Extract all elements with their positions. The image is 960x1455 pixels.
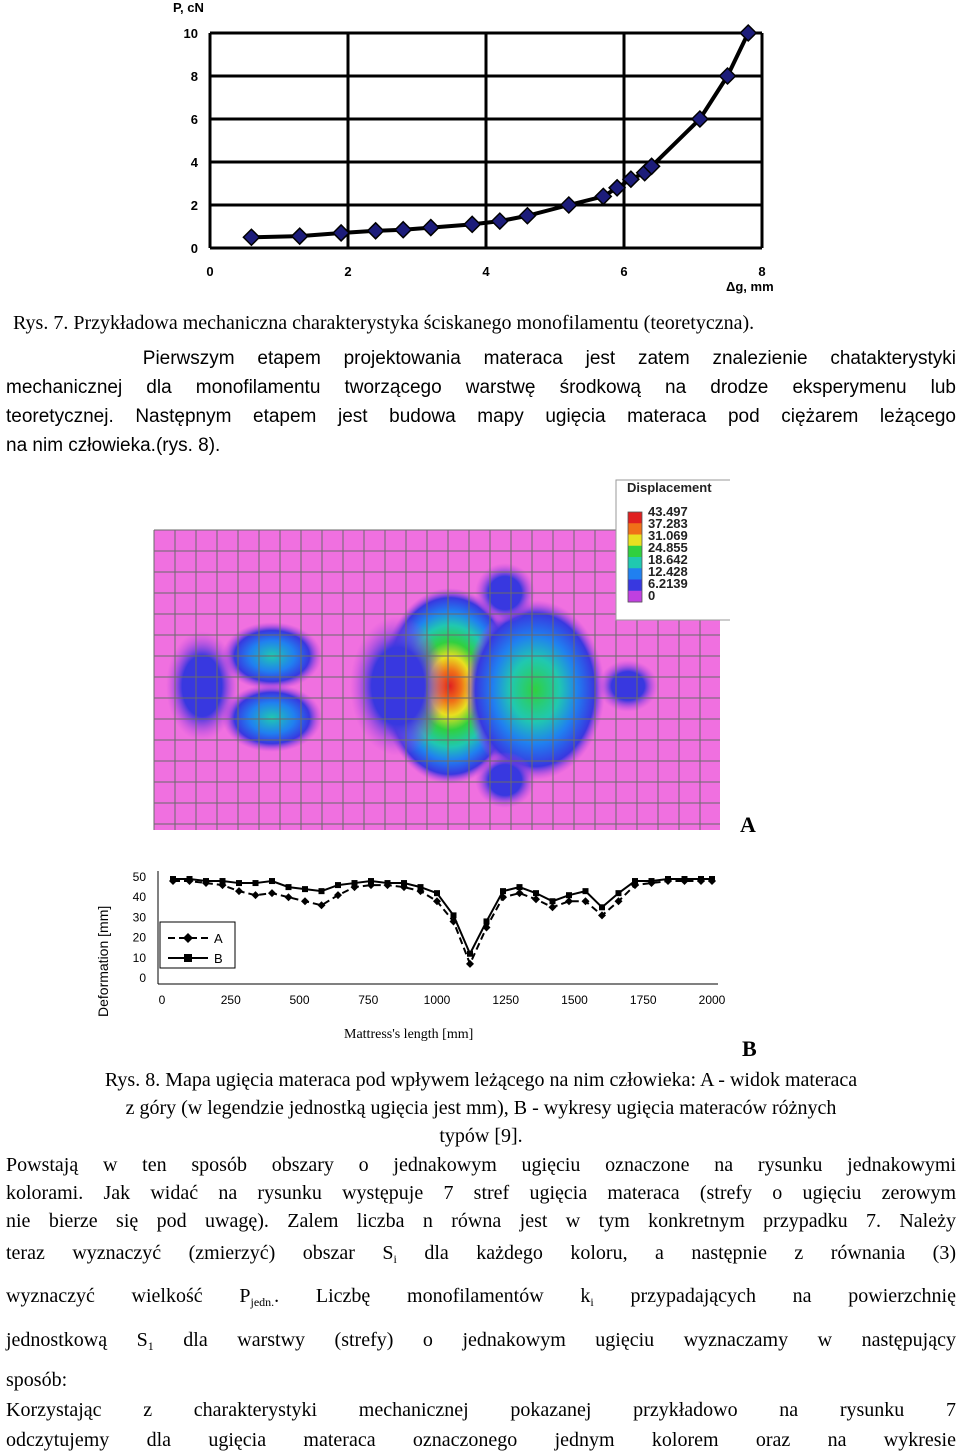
fig8b-point-B — [434, 890, 440, 896]
panel-letter-b: B — [742, 1036, 757, 1061]
fig8b-x-tick-label: 1500 — [561, 993, 588, 1007]
legend-color-bar — [628, 512, 642, 603]
zone-right-tip — [598, 660, 658, 712]
fig8b-point-B — [286, 884, 292, 890]
fig8b-point-B — [682, 876, 688, 882]
fig8b-y-tick-label: 10 — [132, 950, 146, 965]
fig7-x-tick-labels — [206, 264, 765, 279]
paragraph-1 — [6, 344, 956, 460]
fig8b-legend — [160, 922, 235, 968]
fig8b-y-tick-label: 20 — [132, 930, 146, 945]
zone-bottom — [475, 752, 535, 808]
fig8b-series-line-B — [173, 879, 712, 954]
subscript: i — [393, 1252, 397, 1266]
panel-letter-a: A — [740, 812, 756, 837]
fig8b-point-B — [709, 876, 715, 882]
text-fragment: . Liczbę monofilamentów k — [274, 1285, 591, 1307]
fig8b-y-tick-label: 0 — [139, 971, 146, 985]
legend-color-swatch — [628, 535, 642, 547]
fig8b-point-B — [335, 882, 341, 888]
legend-values — [648, 504, 688, 603]
fig8b-point-B — [401, 880, 407, 886]
text-fragment: wyznaczyć wielkość P — [6, 1285, 251, 1307]
figure-7-caption: Rys. 7. Przykładowa mechaniczna charakterystyka ściskanego monofilamentu (teoretyczna). — [13, 312, 755, 334]
fig7-y-axis-label: P, cN — [173, 0, 204, 15]
paragraph-2-line — [6, 1277, 956, 1321]
fig7-x-tick-label: 0 — [206, 264, 214, 279]
paragraph-2 — [6, 1151, 956, 1455]
legend-color-swatch — [628, 523, 642, 535]
legend-color-swatch — [628, 591, 642, 603]
paragraph-2-line: Powstają w ten sposób obszary o jednakowym ugięciu oznaczone na rysunku jednakowymi — [6, 1154, 956, 1176]
fig8b-point-B — [418, 884, 424, 890]
fig8b-y-axis-label: Deformation [mm] — [95, 905, 111, 1017]
fig8b-point-B — [550, 898, 556, 904]
fig7-data-points — [243, 25, 756, 245]
legend-value: 24.855 — [648, 540, 688, 555]
fig8b-x-tick-label: 0 — [158, 993, 166, 1007]
text-fragment: dla każdego koloru, a następnie z równania (3) — [396, 1242, 956, 1264]
legend-value: 0 — [648, 588, 656, 603]
fig8b-point-B — [385, 880, 391, 886]
figure-8b-deformation-chart — [90, 860, 740, 1050]
subscript: i — [590, 1295, 594, 1309]
paragraph-1-line: mechanicznej dla monofilamentu tworzącego warstwę środkową na drodze eksperymenu lub — [6, 377, 956, 398]
legend-color-swatch — [628, 546, 642, 558]
fig7-data-point — [423, 220, 439, 236]
fig8b-point-B — [467, 951, 473, 957]
fig7-data-point — [395, 222, 411, 238]
fig7-data-point — [492, 213, 508, 229]
fig8b-x-tick-label: 1750 — [629, 993, 657, 1007]
fig8b-x-axis-label: Mattress's length [mm] — [344, 1027, 474, 1042]
fig8b-point-B — [500, 888, 506, 894]
fig8b-x-tick-label: 500 — [289, 993, 310, 1007]
fig7-y-tick-label: 10 — [183, 26, 198, 41]
fig8b-point-B — [170, 876, 176, 882]
paragraph-2-line: nie bierze się pod uwagę). Zalem liczba n równa jest w tym konkretnym przypadku 7. Należy — [6, 1210, 956, 1232]
fig8b-x-tick-label: 250 — [220, 993, 241, 1007]
fig8b-series — [169, 876, 716, 968]
fig8b-point-B — [649, 878, 655, 884]
fig8b-point-B — [236, 880, 242, 886]
text-fragment: dla warstwy (strefy) o jednakowym ugięciu wyznaczamy w następujący — [153, 1329, 956, 1351]
paragraph-2-line — [6, 1321, 956, 1365]
fig8b-point-B — [517, 884, 523, 890]
fig8b-point-A — [466, 960, 474, 968]
figure-8-caption-line: Rys. 8. Mapa ugięcia materaca pod wpływem leżącego na nim człowieka: A - widok materaca — [104, 1069, 858, 1091]
fig8b-x-tick-label: 1250 — [492, 993, 520, 1007]
paragraph-2-line: odczytujemy dla ugięcia materaca oznaczonego jednym kolorem oraz na wykresie — [6, 1429, 956, 1451]
fig8b-x-tick-label: 1000 — [423, 993, 451, 1007]
fig8b-point-A — [549, 903, 557, 911]
paragraph-2-line: kolorami. Jak widać na rysunku występuje 7 stref ugięcia materaca (strefy o ugięciu zerowym — [6, 1182, 956, 1204]
figure-8-caption-line: z góry (w legendzie jednostką ugięcia jest mm), B - wykresy ugięcia materaców różnych — [125, 1097, 837, 1119]
fig8b-point-B — [484, 918, 490, 924]
legend-color-swatch — [628, 512, 642, 524]
legend-value: 43.497 — [648, 504, 688, 519]
fig7-data-point — [740, 25, 756, 41]
fig8b-point-B — [302, 886, 308, 892]
fig7-series-line — [251, 33, 748, 237]
fig7-data-point — [368, 223, 384, 239]
fig7-y-tick-labels — [184, 26, 199, 256]
fig8b-x-tick-label: 2000 — [698, 993, 726, 1007]
paragraph-1-line: na nim człowieka.(rys. 8). — [6, 435, 221, 456]
fig8b-legend-label: A — [214, 931, 223, 946]
fig8b-point-A — [532, 895, 540, 903]
fig8b-point-B — [451, 912, 457, 918]
fig8b-point-B — [583, 888, 589, 894]
fig8b-y-tick-label: 30 — [132, 910, 146, 925]
fig7-x-tick-label: 4 — [482, 264, 490, 279]
zone-right — [465, 600, 605, 780]
fig8b-legend-label: B — [214, 951, 223, 966]
figure-8a-displacement-map — [150, 478, 730, 848]
paragraph-2-line — [6, 1235, 956, 1277]
fig8b-point-B — [368, 878, 374, 884]
legend-value: 18.642 — [648, 552, 688, 567]
fig7-data-point — [561, 197, 577, 213]
fig8b-x-tick-label: 750 — [358, 993, 379, 1007]
fig8b-y-tick-label: 40 — [132, 890, 146, 905]
paragraph-1-line: teoretycznej. Następnym etapem jest budowa mapy ugięcia materaca pod ciężarem leżącego — [6, 406, 956, 427]
figure-7-chart — [0, 0, 960, 300]
fig7-y-tick-label: 8 — [190, 69, 198, 84]
fig8b-point-B — [253, 880, 259, 886]
fig8b-x-tick-labels — [159, 993, 726, 1007]
fig7-data-point — [464, 216, 480, 232]
fig8b-point-B — [599, 904, 605, 910]
subscript: 1 — [147, 1339, 154, 1353]
fig8b-point-A — [516, 889, 524, 897]
legend-value: 31.069 — [648, 528, 688, 543]
fig8b-point-B — [533, 890, 539, 896]
fig7-y-tick-label: 0 — [190, 241, 198, 256]
fig7-x-tick-label: 6 — [620, 264, 628, 279]
fig7-x-tick-label: 8 — [758, 264, 766, 279]
legend-color-swatch — [628, 557, 642, 569]
fig8b-point-B — [203, 878, 209, 884]
paragraph-1-line: Pierwszym etapem projektowania materaca jest zatem znalezienie chatakterystyki — [6, 348, 956, 369]
fig8b-point-A — [285, 893, 293, 901]
fig8b-point-B — [187, 876, 193, 882]
paragraph-2-line: Korzystając z charakterystyki mechanicznej pokazanej przykładowo na rysunku 7 — [6, 1399, 956, 1421]
fig8b-point-B — [632, 878, 638, 884]
fig8b-point-B — [698, 876, 704, 882]
legend-value: 6.2139 — [648, 576, 688, 591]
fig8b-point-B — [269, 878, 275, 884]
text-fragment: teraz wyznaczyć (zmierzyć) obszar S — [6, 1242, 394, 1264]
fig8b-point-A — [301, 897, 309, 905]
text-fragment: przypadających na powierzchnię — [593, 1285, 956, 1307]
fig7-data-point — [519, 208, 535, 224]
fig8b-point-A — [235, 887, 243, 895]
fig8b-legend-marker — [184, 954, 192, 962]
legend-title: Displacement — [627, 480, 712, 495]
subscript: jedn. — [250, 1295, 275, 1309]
figure-8-caption-line: typów [9]. — [439, 1125, 523, 1147]
displacement-legend — [616, 480, 730, 620]
fig7-y-tick-label: 2 — [190, 198, 198, 213]
figure-8-caption — [6, 1066, 956, 1150]
fig8b-point-A — [252, 891, 260, 899]
fig8b-point-B — [566, 892, 572, 898]
fig7-x-tick-label: 2 — [344, 264, 352, 279]
zone-far-left — [166, 631, 238, 741]
legend-color-swatch — [628, 568, 642, 580]
fig7-data-point — [292, 228, 308, 244]
fig7-y-tick-label: 4 — [190, 155, 198, 170]
text-fragment: jednostkową S — [6, 1329, 148, 1351]
paragraph-2-line: sposób: — [6, 1369, 68, 1391]
fig8b-point-B — [352, 880, 358, 886]
legend-value: 37.283 — [648, 516, 688, 531]
fig7-y-tick-label: 6 — [190, 112, 198, 127]
fig8b-y-tick-label: 50 — [132, 870, 146, 884]
legend-value: 12.428 — [648, 564, 688, 579]
legend-color-swatch — [628, 580, 642, 592]
fig7-x-axis-label: Δg, mm — [726, 279, 774, 294]
fig8b-point-A — [268, 889, 276, 897]
fig8b-point-B — [665, 876, 671, 882]
fig8b-point-B — [319, 888, 325, 894]
fig8b-y-tick-labels — [133, 870, 147, 985]
fig7-data-point — [243, 229, 259, 245]
fig8b-point-B — [616, 890, 622, 896]
fig8b-point-A — [565, 897, 573, 905]
fig8b-point-B — [220, 878, 226, 884]
